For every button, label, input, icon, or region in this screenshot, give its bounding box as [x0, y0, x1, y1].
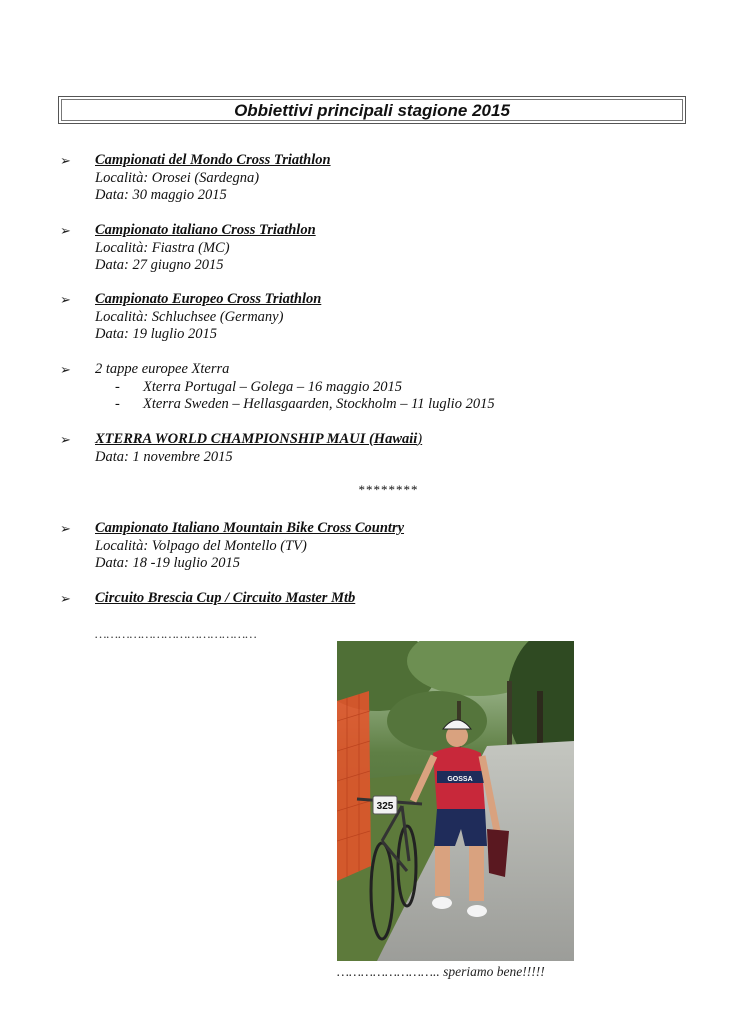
- page-title: Obbiettivi principali stagione 2015: [234, 101, 510, 120]
- goal-item-4: [95, 361, 495, 414]
- title-box: [58, 96, 686, 124]
- goal-date: Data: 30 maggio 2015: [95, 187, 227, 203]
- goal-title-tail: ): [417, 431, 423, 447]
- bullet-arrow: ➢: [60, 592, 71, 607]
- goal-location: Località: Volpago del Montello (TV): [95, 537, 307, 554]
- goal-location: Località: Schluchsee (Germany): [95, 308, 284, 325]
- bullet-arrow: ➢: [60, 363, 71, 378]
- goal-item-3: [95, 291, 321, 344]
- goal-title-text: XTERRA WORLD CHAMPIONSHIP MAUI (Hawaii: [95, 431, 418, 447]
- photo-caption: …………………….. speriamo bene!!!!!: [337, 964, 545, 979]
- goal-item-2: [95, 222, 316, 275]
- goal-item-1: [95, 152, 331, 205]
- goal-title: Campionato Italiano Mountain Bike Cross Country: [95, 520, 405, 536]
- goal-title: Campionato italiano Cross Triathlon: [95, 222, 316, 238]
- sub-item-text: Xterra Sweden – Hellasgaarden, Stockholm – 11 luglio 2015: [143, 396, 495, 412]
- ellipsis-line: ……………………………………: [95, 626, 257, 641]
- goal-item-6: [95, 520, 404, 573]
- bullet-arrow: ➢: [60, 433, 71, 448]
- separator: ********: [358, 482, 419, 497]
- sub-dash: -: [115, 378, 120, 395]
- goal-title: 2 tappe europee Xterra: [95, 361, 230, 377]
- sub-dash: -: [115, 396, 120, 412]
- bullet-arrow: ➢: [60, 154, 71, 169]
- goal-item-5: [95, 431, 422, 466]
- bullet-arrow: ➢: [60, 293, 71, 308]
- goal-title: Campionato Europeo Cross Triathlon: [95, 291, 322, 307]
- goal-title: Campionati del Mondo Cross Triathlon: [95, 152, 331, 168]
- goal-location: Località: Fiastra (MC): [95, 239, 230, 256]
- cyclist-photo: [337, 641, 574, 961]
- sub-item: [95, 379, 495, 397]
- sub-item: [95, 396, 495, 414]
- bullet-arrow: ➢: [60, 224, 71, 239]
- bib-number: 325: [376, 801, 394, 812]
- goal-date: Data: 27 giugno 2015: [95, 257, 224, 273]
- bullet-arrow: ➢: [60, 522, 71, 537]
- goal-location: Località: Orosei (Sardegna): [95, 169, 260, 186]
- goal-date: Data: 1 novembre 2015: [95, 448, 233, 465]
- jersey-text: GOSSA: [447, 776, 473, 783]
- goal-title: Circuito Brescia Cup / Circuito Master Mtb: [95, 590, 356, 606]
- goal-item-7: [95, 590, 355, 608]
- goal-title: [95, 431, 422, 449]
- sub-item-text: Xterra Portugal – Golega – 16 maggio 2015: [143, 378, 402, 395]
- goal-date: Data: 19 luglio 2015: [95, 326, 218, 342]
- goal-date: Data: 18 -19 luglio 2015: [95, 555, 240, 571]
